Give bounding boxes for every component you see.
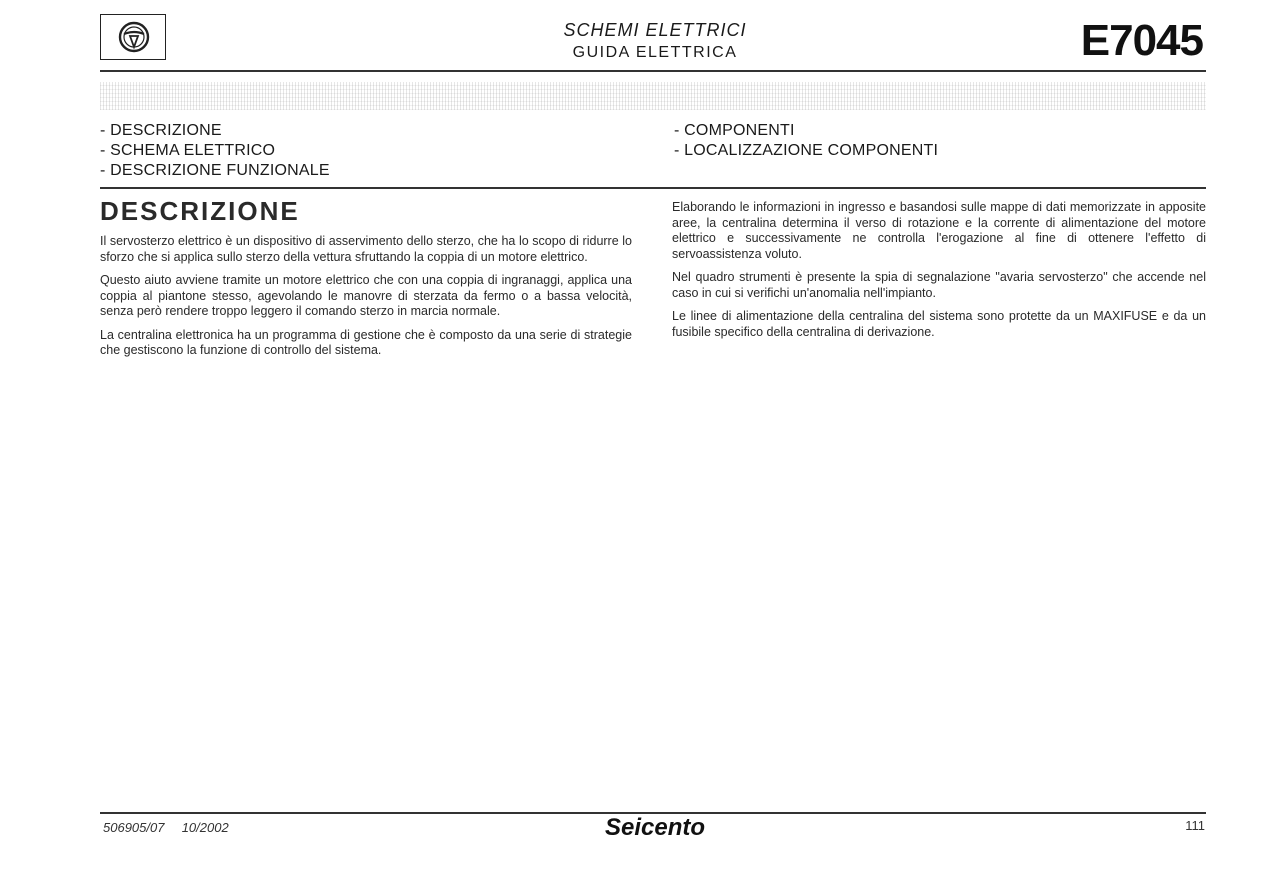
document-code: E7045 — [1080, 16, 1203, 65]
paragraph: La centralina elettronica ha un programma di gestione che è composto da una serie di strategie che gestiscono la funzione di controllo del sistema. — [100, 327, 632, 357]
paragraph: Elaborando le informazioni in ingresso e basandosi sulle mappe di dati memorizzate in apposite aree, la centralina determina il verso di rotazione e la corrente di alimentazione del motore elettrico e successivamente ne controlla l'erogazione al fine di ottenere l'effetto di servoassistenza voluto. — [672, 200, 1206, 261]
footer-date: 10/2002 — [181, 820, 229, 835]
logo-box — [100, 14, 166, 60]
footer-doc-code: 506905/07 — [103, 820, 165, 835]
index-item-componenti: - COMPONENTI — [674, 122, 795, 139]
section-title: DESCRIZIONE — [100, 196, 300, 226]
right-column — [672, 200, 1206, 348]
paragraph: Questo aiuto avviene tramite un motore elettrico che con una coppia di ingranaggi, applica una coppia al piantone stesso, agevolando le manovre di sterzata da fermo o a bassa velocità, senza però rendere troppo leggero il comando sterzo in marcia normale. — [100, 273, 632, 318]
steering-wheel-icon — [118, 21, 150, 53]
index-divider — [100, 187, 1206, 189]
left-column — [100, 234, 632, 367]
page-number: 111 — [1185, 818, 1205, 833]
paragraph: Il servosterzo elettrico è un dispositivo di asservimento dello sterzo, che ha lo scopo di ridurre lo sforzo che si applica sullo sterzo della vettura sfruttando la coppia di un motore elettrico. — [100, 234, 632, 264]
index-item-descrizione: - DESCRIZIONE — [100, 122, 222, 139]
paragraph: Le linee di alimentazione della centralina del sistema sono protette da un MAXIFUSE e da un fusibile specifico della centralina di derivazione. — [672, 309, 1206, 339]
paragraph: Nel quadro strumenti è presente la spia di segnalazione "avaria servosterzo" che accende nel caso in cui si verifichi un'anomalia nell'impianto. — [672, 270, 1206, 300]
scan-noise-band — [100, 82, 1206, 110]
header-title: SCHEMI ELETTRICI — [563, 20, 747, 40]
footer-doc-info — [103, 820, 229, 835]
header-subtitle: GUIDA ELETTRICA — [572, 44, 738, 61]
index-item-descrizione-funzionale: - DESCRIZIONE FUNZIONALE — [100, 162, 330, 179]
index-item-schema-elettrico: - SCHEMA ELETTRICO — [100, 142, 276, 159]
brand-logo: Seicento — [604, 814, 706, 841]
index-item-localizzazione-componenti: - LOCALIZZAZIONE COMPONENTI — [674, 142, 939, 159]
header-divider — [100, 70, 1206, 72]
